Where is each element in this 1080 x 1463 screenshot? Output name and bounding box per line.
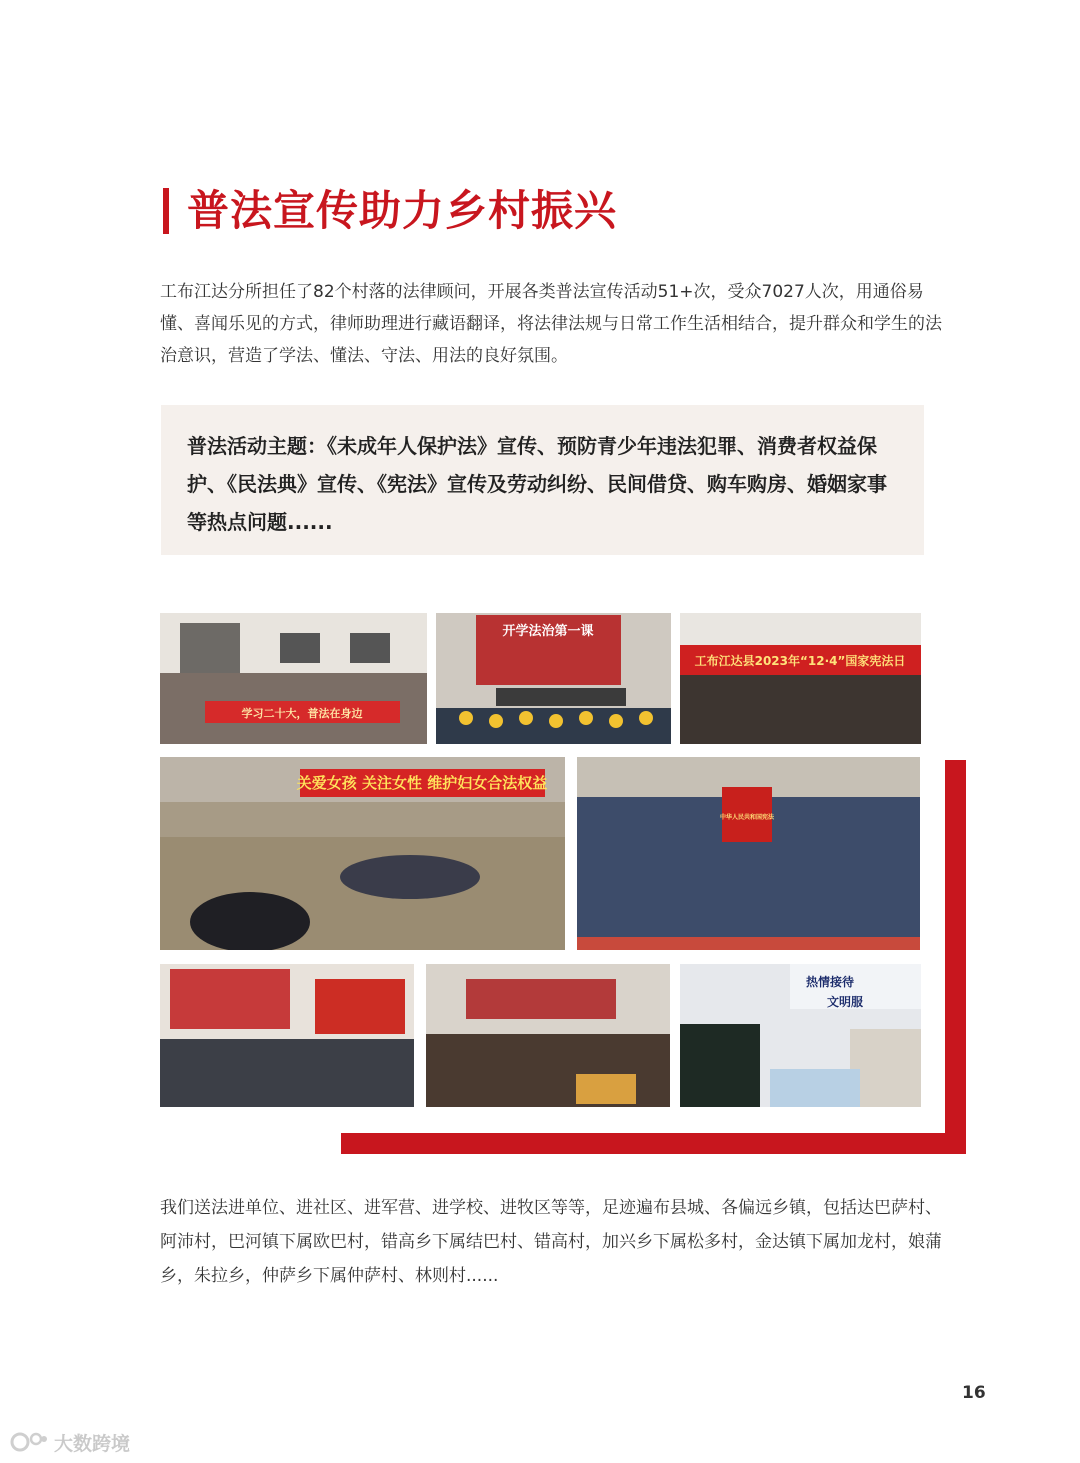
- title-accent-bar: [163, 188, 169, 234]
- red-frame-horizontal: [341, 1133, 966, 1154]
- photo-text-p1_banner: 学习二十大，普法在身边: [241, 707, 363, 720]
- photo-text-p5_book: 中华人民共和国宪法: [719, 814, 775, 821]
- outro-paragraph: 我们送法进单位、进社区、进军营、进学校、进牧区等等，足迹遍布县城、各偏远乡镇，包括达巴萨村、阿沛村，巴河镇下属欧巴村，错高乡下属结巴村、错高村，加兴乡下属松多村，金达镇下属加龙村，娘蒲乡，朱拉乡，仲萨乡下属仲萨村、林则村......: [160, 1198, 942, 1286]
- theme-callout-box: [161, 405, 924, 555]
- red-frame-vertical: [945, 760, 966, 1154]
- photo-meeting-room: [160, 964, 414, 1107]
- photo-reception-desk: [680, 964, 921, 1107]
- page-title: 普法宣传助力乡村振兴: [187, 186, 618, 235]
- photo-classroom-lecture: [436, 613, 671, 744]
- watermark: [10, 1428, 130, 1456]
- photo-text-p4_banner: 关爱女孩 关注女性 维护妇女合法权益: [296, 774, 548, 792]
- theme-callout-text: 普法活动主题：《未成年人保护法》宣传、预防青少年违法犯罪、消费者权益保护、《民法典》宣传、《宪法》宣传及劳动纠纷、民间借贷、购车购房、婚姻家事等热点问题......: [187, 434, 887, 534]
- photo-students-constitution: [577, 757, 920, 950]
- photo-text-p9_sign2: 文明服: [826, 995, 864, 1009]
- photo-text-p9_sign1: 热情接待: [805, 975, 855, 989]
- photo-constitution-day-street: [680, 613, 921, 744]
- photo-text-p2_screen: 开学法治第一课: [502, 624, 594, 639]
- photo-outdoor-women-rights: [160, 757, 565, 950]
- watermark-logo-icon: [10, 1430, 50, 1454]
- watermark-text: 大数跨境: [54, 1432, 131, 1455]
- intro-paragraph: 工布江达分所担任了82个村落的法律顾问，开展各类普法宣传活动51+次，受众7027人次，用通俗易懂、喜闻乐见的方式，律师助理进行藏语翻译，将法律法规与日常工作生活相结合，提升群众和学生的法治意识，营造了学法、懂法、守法、用法的良好氛围。: [160, 282, 942, 366]
- photo-office-consultation: [426, 964, 670, 1107]
- photo-text-p3_banner: 工布江达县2023年“12·4”国家宪法日: [694, 654, 906, 668]
- page-number: 16: [962, 1383, 986, 1403]
- photo-group-banner: [160, 613, 427, 744]
